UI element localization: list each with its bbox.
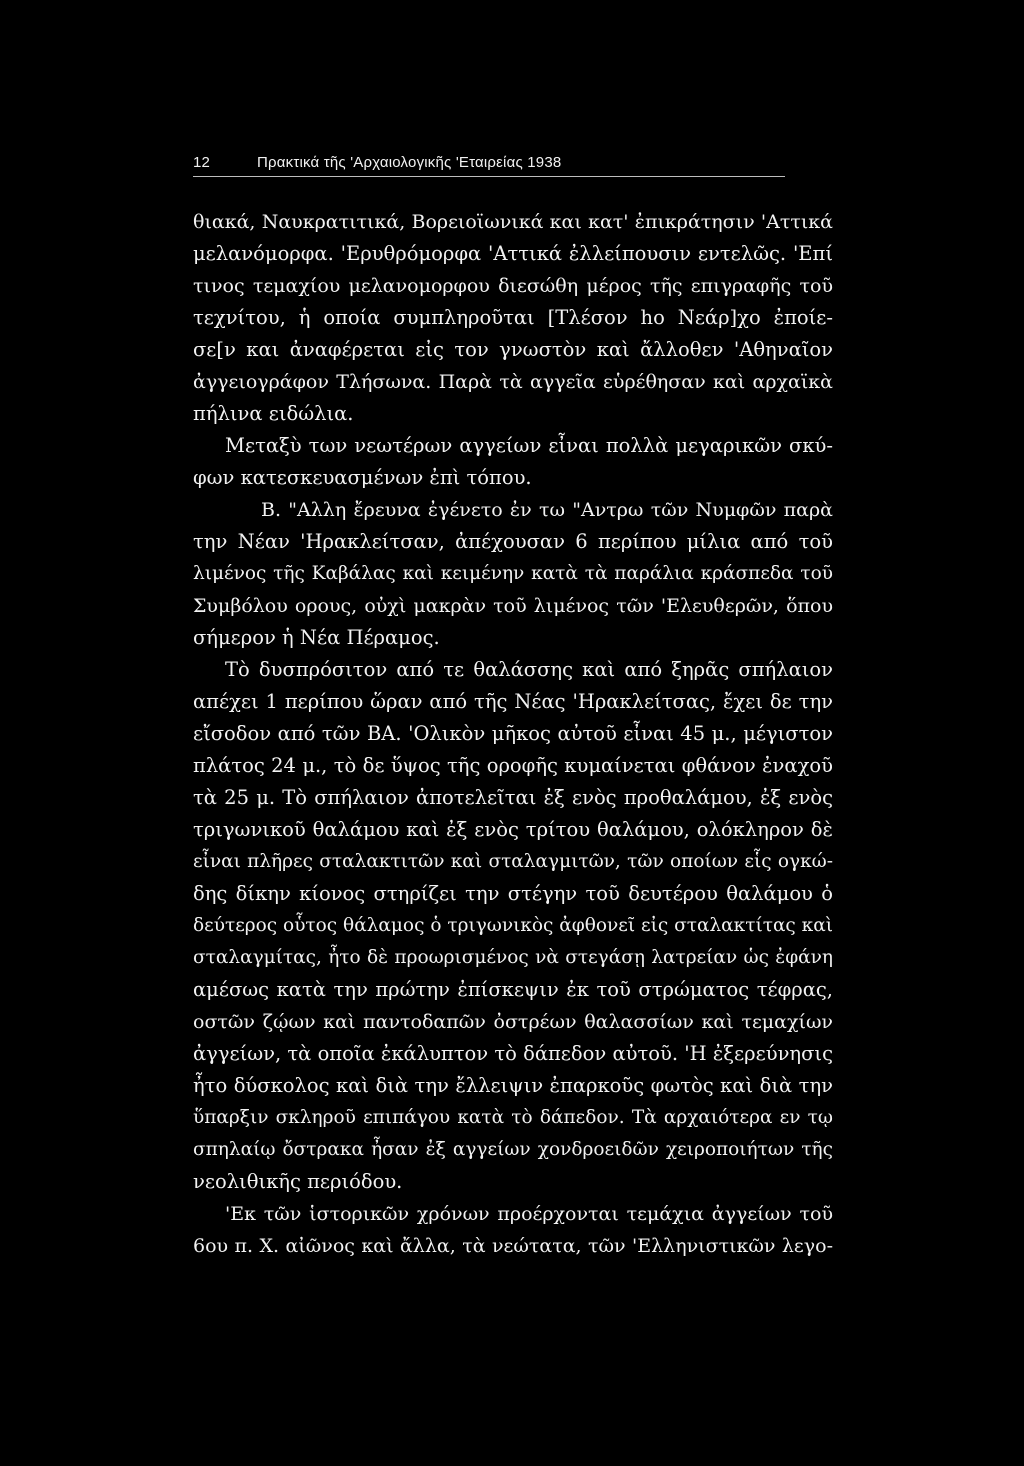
text-line: θιακά, Ναυκρατιτικά, Βορειοϊωνικά και κατ' ἐπικράτησιν 'Αττικά [193,211,833,233]
text-line: σε[ν και ἀναφέρεται εἰς τον γνωστὸν καὶ ἄλλοθεν 'Αθηναῖον [193,338,833,361]
text-line: σταλαγμίτας, ἦτο δὲ προωρισμένος νὰ στεγάσῃ λατρείαν ὡς ἐφάνη [193,947,833,968]
text-line: πλάτος 24 μ., τὸ δε ὕψος τῆς οροφῆς κυμαίνεται φθάνον ἐναχοῦ [193,754,833,777]
text-line: μελανόμορφα. 'Ερυθρόμορφα 'Αττικά ἐλλείπουσιν εντελῶς. 'Επί [193,242,833,265]
text-line: 'Εκ τῶν ἱστορικῶν χρόνων προέρχονται τεμάχια ἀγγείων τοῦ [225,1203,833,1225]
text-line: ἀγγειογράφον Τλήσωνα. Παρὰ τὰ αγγεῖα εὑρέθησαν καὶ αρχαϊκὰ [193,371,833,393]
text-line: Β. "Αλλη ἔρευνα ἐγένετο ἐν τω "Αντρω τῶν Νυμφῶν παρὰ [261,499,833,521]
text-line: αμέσως κατὰ την πρώτην ἐπίσκεψιν ἐκ τοῦ στρώματος τέφρας, [193,978,833,1001]
text-line: 6ου π. Χ. αἰῶνος καὶ ἄλλα, τὰ νεώτατα, τῶν 'Ελληνιστικῶν λεγο- [193,1235,833,1257]
running-head [193,150,833,178]
text-line: ὕπαρξιν σκληροῦ επιπάγου κατὰ τὸ δάπεδον. Τὰ αρχαιότερα εν τῳ [193,1107,833,1128]
text-line: τινος τεμαχίου μελανομορφου διεσώθη μέρος τῆς επιγραφῆς τοῦ [193,275,833,297]
page-number: 12 [193,154,211,171]
text-line: λιμένος τῆς Καβάλας καὶ κειμένην κατὰ τὰ παράλια κράσπεδα τοῦ [193,563,833,584]
text-line: δης δίκην κίονος στηρίζει την στέγην τοῦ δευτέρου θαλάμου ὁ [193,882,833,905]
text-line: τὰ 25 μ. Τὸ σπήλαιον ἀποτελεῖται ἐξ ενὸς προθαλάμου, ἐξ ενὸς [193,786,833,809]
text-line: Μεταξὺ των νεωτέρων αγγείων εἶναι πολλὰ μεγαρικῶν σκύ- [225,434,833,457]
text-line: φων κατεσκευασμένων ἐπὶ τόπου. [193,466,532,489]
text-line: ἦτο δύσκολος καὶ διὰ την ἔλλειψιν ἐπαρκοῦς φωτὸς καὶ διὰ την [193,1074,833,1097]
text-line: εἴσοδον από τῶν ΒΑ. 'Ολικὸν μῆκος αὐτοῦ εἶναι 45 μ., μέγιστον [193,722,833,745]
text-line: σήμερον ἡ Νέα Πέραμος. [193,626,440,649]
body-text [193,206,833,1262]
text-line: πήλινα ειδώλια. [193,402,354,425]
text-line: την Νέαν 'Ηρακλείτσαν, ἀπέχουσαν 6 περίπου μίλια από τοῦ [193,530,833,553]
text-line: ἀγγείων, τὰ οποῖα ἐκάλυπτον τὸ δάπεδον αὐτοῦ. 'Η ἐξερεύνησις [193,1042,833,1065]
text-line: απέχει 1 περίπου ὥραν από τῆς Νέας 'Ηρακλείτσας, ἔχει δε την [193,690,833,713]
text-line: τεχνίτου, ἡ οποία συμπληροῦται [Τλέσον ho Νεάρ]χο ἐποίε- [193,306,833,329]
text-line: τριγωνικοῦ θαλάμου καὶ ἐξ ενὸς τρίτου θαλάμου, ολόκληρον δὲ [193,818,833,841]
journal-title: Πρακτικά τῆς 'Αρχαιολογικῆς 'Εταιρείας 1938 [257,154,562,171]
header-rule [193,176,785,177]
text-line: νεολιθικῆς περιόδου. [193,1170,403,1193]
text-line: δεύτερος οὗτος θάλαμος ὁ τριγωνικὸς ἀφθονεῖ εἰς σταλακτίτας καὶ [193,915,833,936]
text-line: Συμβόλου ορους, οὐχὶ μακρὰν τοῦ λιμένος τῶν 'Ελευθερῶν, ὅπου [193,595,833,617]
text-line: Τὸ δυσπρόσιτον από τε θαλάσσης καὶ από ξηρᾶς σπήλαιον [225,658,833,681]
text-line: σπηλαίῳ ὄστρακα ἦσαν ἐξ αγγείων χονδροειδῶν χειροποιήτων τῆς [193,1139,833,1160]
text-line: εἶναι πλῆρες σταλακτιτῶν καὶ σταλαγμιτῶν, τῶν οποίων εἷς ογκώ- [193,851,833,872]
text-line: οστῶν ζῴων καὶ παντοδαπῶν ὀστρέων θαλασσίων καὶ τεμαχίων [193,1011,833,1033]
